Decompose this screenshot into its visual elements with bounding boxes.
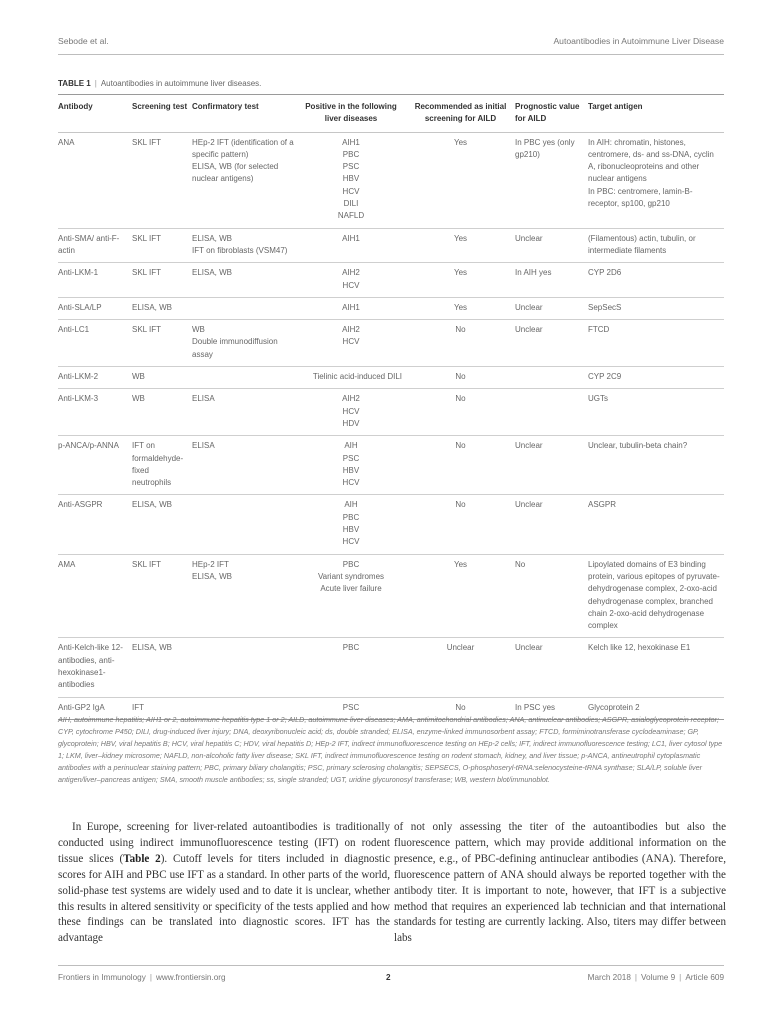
cell-screening-test-line: IFT bbox=[132, 702, 144, 712]
cell-prognostic-value bbox=[515, 263, 588, 298]
cell-confirmatory-test-line: WB bbox=[192, 325, 205, 335]
table-header-row bbox=[58, 95, 724, 133]
cell-screening-test bbox=[132, 495, 192, 554]
cell-antibody-line: Anti-LKM-2 bbox=[58, 372, 99, 382]
table-body bbox=[58, 132, 724, 719]
cell-antibody-line: ANA bbox=[58, 137, 75, 147]
cell-prognostic-value bbox=[515, 436, 588, 495]
cell-screening-test bbox=[132, 367, 192, 389]
cell-confirmatory-test bbox=[192, 389, 296, 436]
cell-target-antigen-line: CYP 2D6 bbox=[588, 268, 622, 278]
body-text-right-column: of not only assessing the titer of the autoantibodies but also the fluorescence pattern, which may provide additional information on the presence, e.g., of PBC-defining antinuclear antibodies (ANA). Therefore, fluorescence pattern of ANA should always be reported together with the antibody titer. It is important to note, however, that IFT is a subjective method that requires an experienced lab technician and that international standards for testing are currently lacking. Also, titers may differ between labs bbox=[394, 821, 726, 945]
cell-screening-test bbox=[132, 436, 192, 495]
cell-target-antigen bbox=[588, 263, 724, 298]
cell-positive-diseases-line: HCV bbox=[342, 337, 360, 347]
cell-antibody bbox=[58, 132, 132, 228]
table-2-reference-link[interactable]: Table 2 bbox=[123, 852, 161, 865]
cell-positive-diseases bbox=[296, 554, 408, 638]
caption-separator: | bbox=[94, 79, 97, 88]
header-divider bbox=[58, 54, 724, 55]
cell-positive-diseases-line: HCV bbox=[342, 186, 360, 196]
table-footnote: AIH, autoimmune hepatitis; AIH1 or 2, autoimmune hepatitis type 1 or 2; AILD, autoimmune liver diseases; AMA, antimitochondrial antibodies; ANA, antinuclear antibodies; ASGPR, asialoglycoprotein receptor; CYP, cytochrome P450; DILI, drug-induced liver injury; DNA, deoxyribonucleic acid; ds, double stranded; ELISA, enzyme-linked immunosorbent assay; FTCD, formiminotransferase cyclodeaminase; GP, glycoprotein; HBV, viral hepatitis B; HCV, viral hepatitis C; HDV, viral hepatitis D; HEp-2 IFT, indirect immunofluorescence testing on HEp-2 cells; IFT, indirect immunofluorescence testing; LC1, liver cytosol type 1; LKM, liver–kidney microsome; NAFLD, non-alcoholic fatty liver disease; SKL IFT, indirect immunofluorescence testing on rodent stomach, kidney, and liver tissue; p-ANCA, antineutrophil cytoplasmatic antibodies with a perinuclear staining pattern; PBC, primary biliary cholangitis; PSC, primary sclerosing cholangitis; SEPSECS, O-phosphoseryl-tRNA:selenocysteine-tRNA synthase; SLA/LP, soluble liver antigen/liver–pancreas antigen; SMA, smooth muscle antibodies; ss, single stranded; UGT, uridine glycuronosyl transferase; WB, western blot/immunoblot. bbox=[58, 715, 723, 785]
cell-antibody-line: Anti-LKM-1 bbox=[58, 268, 99, 278]
cell-positive-diseases bbox=[296, 389, 408, 436]
table-row bbox=[58, 495, 724, 554]
cell-target-antigen-line: In PBC: centromere, lamin-B-receptor, sp100, gp210 bbox=[588, 186, 693, 209]
cell-prognostic-value bbox=[515, 554, 588, 638]
page-footer bbox=[58, 973, 724, 987]
cell-prognostic-value-line: Unclear bbox=[515, 500, 543, 510]
cell-screening-test-line: IFT on formaldehyde-fixed neutrophils bbox=[132, 441, 184, 488]
cell-positive-diseases-line: HCV bbox=[342, 406, 360, 416]
cell-positive-diseases bbox=[296, 436, 408, 495]
header-confirmatory-test: Confirmatory test bbox=[192, 102, 259, 111]
cell-positive-diseases-line: AIH bbox=[344, 500, 358, 510]
cell-positive-diseases-line: AIH1 bbox=[342, 302, 360, 312]
cell-screening-test bbox=[132, 638, 192, 697]
cell-screening-test bbox=[132, 132, 192, 228]
cell-confirmatory-test bbox=[192, 228, 296, 263]
cell-target-antigen-line: Glycoprotein 2 bbox=[588, 702, 640, 712]
footer-date: March 2018 bbox=[587, 973, 631, 982]
cell-positive-diseases-line: HBV bbox=[342, 525, 360, 535]
cell-target-antigen bbox=[588, 436, 724, 495]
cell-positive-diseases-line: PBC bbox=[342, 643, 360, 653]
cell-screening-test bbox=[132, 554, 192, 638]
cell-positive-diseases-line: AIH2 bbox=[342, 325, 360, 335]
cell-prognostic-value-line: Unclear bbox=[515, 233, 543, 243]
cell-screening-test bbox=[132, 389, 192, 436]
cell-prognostic-value-line: Unclear bbox=[515, 643, 543, 653]
cell-target-antigen bbox=[588, 320, 724, 367]
cell-target-antigen-line: FTCD bbox=[588, 325, 610, 335]
cell-positive-diseases bbox=[296, 263, 408, 298]
cell-target-antigen bbox=[588, 554, 724, 638]
cell-positive-diseases-line: AIH1 bbox=[342, 137, 360, 147]
cell-confirmatory-test bbox=[192, 638, 296, 697]
cell-target-antigen bbox=[588, 367, 724, 389]
cell-recommended: No bbox=[455, 372, 466, 382]
cell-prognostic-value-line: In AIH yes bbox=[515, 268, 552, 278]
cell-target-antigen-line: In AIH: chromatin, histones, centromere, ds- and ss-DNA, cyclin A, ribonucleoproteins and other nuclear antigens bbox=[588, 137, 714, 184]
cell-positive-diseases-line: DILI bbox=[343, 199, 359, 209]
cell-antibody bbox=[58, 228, 132, 263]
cell-target-antigen bbox=[588, 638, 724, 697]
cell-recommended: No bbox=[455, 500, 466, 510]
cell-positive-diseases bbox=[296, 297, 408, 319]
cell-prognostic-value bbox=[515, 389, 588, 436]
cell-recommended: No bbox=[455, 702, 466, 712]
cell-confirmatory-test bbox=[192, 554, 296, 638]
cell-positive-diseases-line: HCV bbox=[342, 280, 360, 290]
cell-positive-diseases-line: HCV bbox=[342, 478, 360, 488]
cell-antibody-line: Anti-ASGPR bbox=[58, 500, 103, 510]
table-row bbox=[58, 320, 724, 367]
cell-target-antigen-line: UGTs bbox=[588, 394, 608, 404]
cell-positive-diseases-line: PSC bbox=[342, 702, 360, 712]
cell-target-antigen bbox=[588, 297, 724, 319]
body-left-text-1: In Europe, screening for liver-related autoantibodies is traditionally conducted using indirect immunofluorescence testing (IFT) on rodent tissue slices ( bbox=[58, 821, 390, 865]
footer-divider bbox=[58, 965, 724, 966]
cell-antibody-line: Anti-LKM-3 bbox=[58, 394, 99, 404]
cell-target-antigen-line: (Filamentous) actin, tubulin, or intermediate filaments bbox=[588, 233, 696, 255]
cell-recommended: Yes bbox=[453, 559, 468, 569]
cell-target-antigen-line: CYP 2C9 bbox=[588, 372, 622, 382]
table-label: TABLE 1 bbox=[58, 79, 91, 88]
cell-recommended: No bbox=[455, 441, 466, 451]
table-row bbox=[58, 228, 724, 263]
table-row bbox=[58, 554, 724, 638]
cell-confirmatory-test-line: IFT on fibroblasts (VSM47) bbox=[192, 245, 288, 255]
cell-target-antigen-line: Unclear, tubulin-beta chain? bbox=[588, 441, 688, 451]
cell-antibody bbox=[58, 495, 132, 554]
cell-positive-diseases-line: HBV bbox=[342, 174, 360, 184]
cell-recommended: Yes bbox=[453, 233, 468, 243]
cell-positive-diseases-line: Variant syndromes bbox=[317, 571, 385, 581]
cell-positive-diseases-line: AIH2 bbox=[342, 394, 360, 404]
page-number: 2 bbox=[386, 973, 391, 982]
cell-positive-diseases bbox=[296, 495, 408, 554]
cell-confirmatory-test-line: HEp-2 IFT bbox=[192, 559, 229, 569]
running-head-authors: Sebode et al. bbox=[58, 36, 109, 46]
cell-antibody-line: p-ANCA/p-ANNA bbox=[58, 441, 119, 451]
footer-volume: Volume 9 bbox=[641, 973, 676, 982]
cell-target-antigen bbox=[588, 228, 724, 263]
cell-confirmatory-test-line: ELISA bbox=[192, 441, 215, 451]
cell-antibody-line: Anti-LC1 bbox=[58, 325, 90, 335]
cell-confirmatory-test bbox=[192, 132, 296, 228]
running-head bbox=[58, 36, 724, 52]
cell-screening-test bbox=[132, 228, 192, 263]
table-row bbox=[58, 436, 724, 495]
header-prognostic-value: Prognostic value for AILD bbox=[515, 102, 580, 124]
cell-screening-test-line: SKL IFT bbox=[132, 137, 162, 147]
autoantibody-table bbox=[58, 94, 724, 720]
cell-antibody bbox=[58, 436, 132, 495]
cell-positive-diseases-line: HBV bbox=[342, 465, 360, 475]
footer-article: Article 609 bbox=[685, 973, 724, 982]
table-row bbox=[58, 297, 724, 319]
cell-positive-diseases-line: AIH2 bbox=[342, 268, 360, 278]
cell-prognostic-value-line: Unclear bbox=[515, 325, 543, 335]
header-positive-diseases: Positive in the following liver diseases bbox=[305, 102, 397, 124]
cell-positive-diseases-line: AIH bbox=[344, 441, 358, 451]
cell-prognostic-value-line: In PBC yes (only gp210) bbox=[515, 137, 575, 159]
table-caption bbox=[58, 79, 261, 88]
cell-screening-test bbox=[132, 297, 192, 319]
cell-antibody bbox=[58, 367, 132, 389]
cell-confirmatory-test bbox=[192, 320, 296, 367]
cell-confirmatory-test-line: ELISA, WB bbox=[192, 268, 233, 278]
cell-screening-test-line: WB bbox=[132, 372, 145, 382]
cell-antibody bbox=[58, 297, 132, 319]
cell-positive-diseases bbox=[296, 638, 408, 697]
cell-prognostic-value bbox=[515, 638, 588, 697]
cell-confirmatory-test bbox=[192, 263, 296, 298]
cell-positive-diseases-line: PSC bbox=[342, 162, 360, 172]
table-row bbox=[58, 638, 724, 697]
body-left-text-2: ). Cutoff levels for titers included in diagnostic scores for AIH and PBC use IFT as a standard. In other parts of the world, solid-phase test systems are widely used and to date it is unclear, whether this results in altered sensitivity or specificity of the tests applied and how these findings can be translated into diagnostic scores. IFT has the advantage bbox=[58, 852, 390, 945]
cell-positive-diseases bbox=[192, 367, 408, 389]
footer-url-link[interactable]: www.frontiersin.org bbox=[155, 973, 226, 982]
cell-positive-diseases-line: HDV bbox=[342, 418, 360, 428]
cell-confirmatory-test-line: Double immunodiffusion assay bbox=[192, 337, 278, 359]
cell-positive-diseases bbox=[296, 320, 408, 367]
footer-journal-info: Frontiers in Immunology | www.frontiersin.org bbox=[58, 973, 226, 982]
cell-antibody-line: Anti-SLA/LP bbox=[58, 302, 102, 312]
cell-recommended: No bbox=[455, 394, 466, 404]
header-screening-test: Screening test bbox=[132, 102, 188, 111]
cell-antibody bbox=[58, 320, 132, 367]
cell-confirmatory-test bbox=[192, 495, 296, 554]
cell-positive-diseases-line: PBC bbox=[342, 149, 360, 159]
cell-antibody-line: Anti-SMA/ anti-F-actin bbox=[58, 233, 120, 255]
cell-target-antigen bbox=[588, 495, 724, 554]
cell-confirmatory-test-line: ELISA, WB bbox=[192, 233, 233, 243]
cell-antibody bbox=[58, 263, 132, 298]
cell-target-antigen bbox=[588, 389, 724, 436]
table-row bbox=[58, 132, 724, 228]
cell-prognostic-value-line: No bbox=[515, 559, 526, 569]
cell-positive-diseases bbox=[296, 132, 408, 228]
cell-prognostic-value bbox=[515, 367, 588, 389]
cell-confirmatory-test bbox=[192, 297, 296, 319]
cell-target-antigen-line: Kelch like 12, hexokinase E1 bbox=[588, 643, 691, 653]
footer-citation-info: March 2018 | Volume 9 | Article 609 bbox=[587, 973, 724, 982]
header-antibody: Antibody bbox=[58, 102, 93, 111]
cell-prognostic-value-line: In PSC yes bbox=[515, 702, 556, 712]
cell-recommended: No bbox=[455, 325, 466, 335]
cell-recommended: Yes bbox=[453, 137, 468, 147]
cell-prognostic-value bbox=[515, 132, 588, 228]
cell-recommended: Yes bbox=[453, 268, 468, 278]
cell-screening-test bbox=[132, 263, 192, 298]
cell-recommended: Unclear bbox=[446, 643, 475, 653]
cell-confirmatory-test-line: ELISA, WB bbox=[192, 571, 233, 581]
table-row bbox=[58, 389, 724, 436]
cell-target-antigen-line: ASGPR bbox=[588, 500, 617, 510]
cell-confirmatory-test-line: HEp-2 IFT (identification of a specific pattern) bbox=[192, 137, 294, 159]
cell-screening-test-line: ELISA, WB bbox=[132, 643, 173, 653]
cell-antibody-line: Anti-GP2 IgA bbox=[58, 702, 105, 712]
table-caption-text: Autoantibodies in autoimmune liver diseases. bbox=[100, 79, 262, 88]
cell-prognostic-value-line: Unclear bbox=[515, 441, 543, 451]
cell-screening-test-line: WB bbox=[132, 394, 145, 404]
body-text-left-column bbox=[58, 820, 390, 947]
cell-positive-diseases-line: Tielinic acid-induced DILI bbox=[312, 372, 402, 382]
cell-positive-diseases bbox=[296, 228, 408, 263]
table-row bbox=[58, 367, 724, 389]
cell-antibody bbox=[58, 638, 132, 697]
cell-confirmatory-test bbox=[192, 436, 296, 495]
cell-antibody-line: AMA bbox=[58, 559, 76, 569]
cell-antibody-line: Anti-Kelch-like 12-antibodies, anti-hexokinase1-antibodies bbox=[58, 643, 123, 690]
header-recommended-screening: Recommended as initial screening for AILD bbox=[414, 102, 507, 124]
cell-target-antigen bbox=[588, 132, 724, 228]
cell-confirmatory-test-line: ELISA bbox=[192, 394, 215, 404]
cell-positive-diseases-line: HCV bbox=[342, 537, 360, 547]
cell-screening-test-line: ELISA, WB bbox=[132, 302, 173, 312]
cell-prognostic-value bbox=[515, 228, 588, 263]
cell-prognostic-value bbox=[515, 297, 588, 319]
cell-prognostic-value bbox=[515, 495, 588, 554]
cell-positive-diseases-line: PBC bbox=[342, 559, 360, 569]
table-row bbox=[58, 263, 724, 298]
cell-prognostic-value-line: Unclear bbox=[515, 302, 543, 312]
cell-positive-diseases-line: AIH1 bbox=[342, 233, 360, 243]
header-target-antigen: Target antigen bbox=[588, 102, 643, 111]
cell-target-antigen-line: SepSecS bbox=[588, 302, 622, 312]
cell-confirmatory-test-line: ELISA, WB (for selected nuclear antigens) bbox=[192, 162, 279, 184]
cell-target-antigen-line: Lipoylated domains of E3 binding protein, various epitopes of pyruvate-dehydrogenase complex, 2-oxo-acid dehydrogenase complex, branched chain 2-oxo-acid dehydrogenase complex bbox=[588, 559, 720, 631]
footer-journal: Frontiers in Immunology bbox=[58, 973, 146, 982]
cell-positive-diseases-line: Acute liver failure bbox=[320, 584, 382, 594]
cell-antibody bbox=[58, 554, 132, 638]
cell-screening-test-line: SKL IFT bbox=[132, 233, 162, 243]
cell-screening-test bbox=[132, 320, 192, 367]
cell-screening-test-line: SKL IFT bbox=[132, 559, 162, 569]
cell-positive-diseases-line: PSC bbox=[342, 453, 360, 463]
running-head-title: Autoantibodies in Autoimmune Liver Disease bbox=[553, 36, 724, 46]
cell-screening-test-line: ELISA, WB bbox=[132, 500, 173, 510]
cell-screening-test-line: SKL IFT bbox=[132, 325, 162, 335]
cell-recommended: Yes bbox=[453, 302, 468, 312]
cell-positive-diseases-line: PBC bbox=[342, 512, 360, 522]
cell-positive-diseases-line: NAFLD bbox=[337, 211, 365, 221]
cell-prognostic-value bbox=[515, 320, 588, 367]
cell-antibody bbox=[58, 389, 132, 436]
cell-screening-test-line: SKL IFT bbox=[132, 268, 162, 278]
